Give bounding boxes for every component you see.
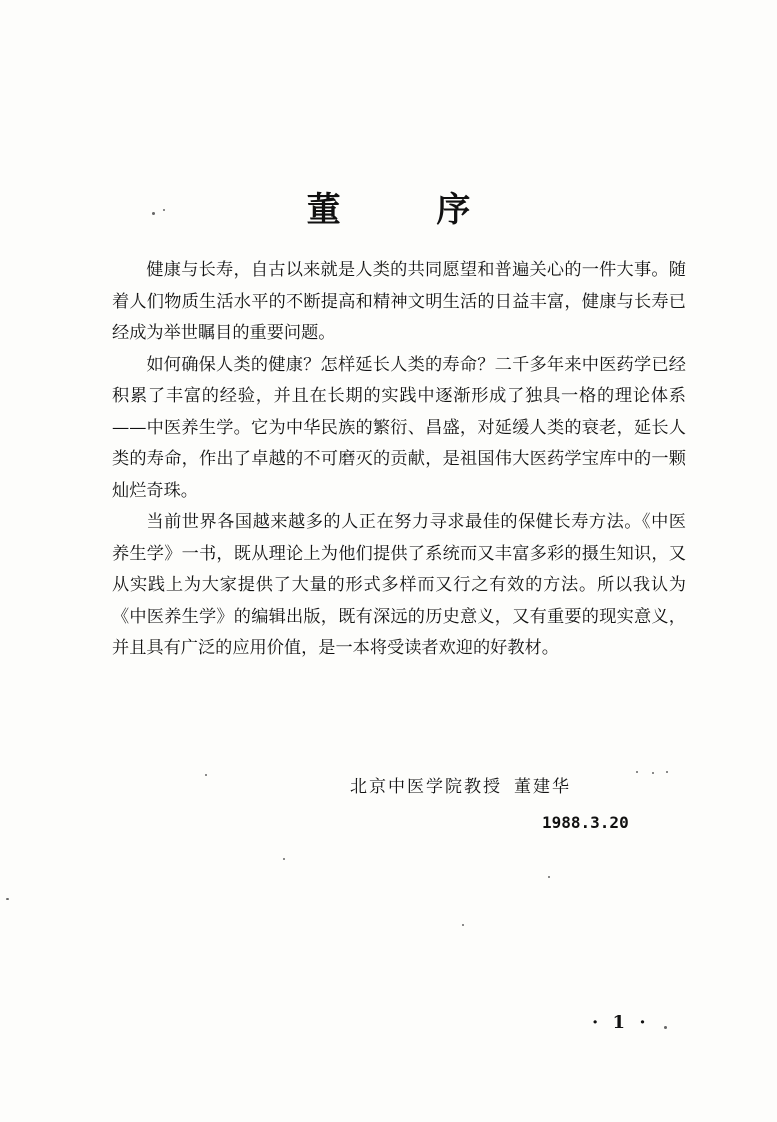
scan-speck	[636, 771, 638, 773]
author-name: 董建华	[514, 777, 571, 797]
preface-body	[112, 255, 686, 665]
page-number: · 1 ·	[592, 1012, 650, 1033]
signature-line	[350, 775, 571, 799]
scan-speck	[6, 898, 9, 900]
scan-speck	[205, 774, 207, 776]
preface-date: 1988.3.20	[542, 813, 629, 832]
paragraph-1: 健康与长寿，自古以来就是人类的共同愿望和普遍关心的一件大事。随着人们物质生活水平的不断提高和精神文明生活的日益丰富，健康与长寿已经成为举世瞩目的重要问题。	[112, 260, 686, 343]
author-affiliation: 北京中医学院教授	[350, 777, 502, 797]
paragraph-2: 如何确保人类的健康？怎样延长人类的寿命？二千多年来中医药学已经积累了丰富的经验，并且在长期的实践中逐渐形成了独具一格的理论体系——中医养生学。它为中华民族的繁衍、昌盛，对延缓人类的衰老，延长人类的寿命，作出了卓越的不可磨灭的贡献，是祖国伟大医药学宝库中的一颗灿烂奇珠。	[112, 354, 686, 501]
scan-speck	[548, 876, 550, 878]
scan-speck	[283, 858, 285, 860]
paragraph-3: 当前世界各国越来越多的人正在努力寻求最佳的保健长寿方法。《中医养生学》一书，既从理论上为他们提供了系统而又丰富多彩的摄生知识，又从实践上为大家提供了大量的形式多样而又行之有效的方法。所以我认为《中医养生学》的编辑出版，既有深远的历史意义，又有重要的现实意义，并且具有广泛的应用价值，是一本将受读者欢迎的好教材。	[112, 512, 686, 658]
scan-speck	[664, 1026, 667, 1029]
preface-title: 董 序	[306, 190, 513, 230]
scan-speck	[666, 771, 668, 773]
scan-speck	[652, 772, 654, 774]
scan-speck	[462, 924, 464, 926]
scan-speck	[163, 209, 165, 211]
scan-speck	[152, 212, 155, 215]
